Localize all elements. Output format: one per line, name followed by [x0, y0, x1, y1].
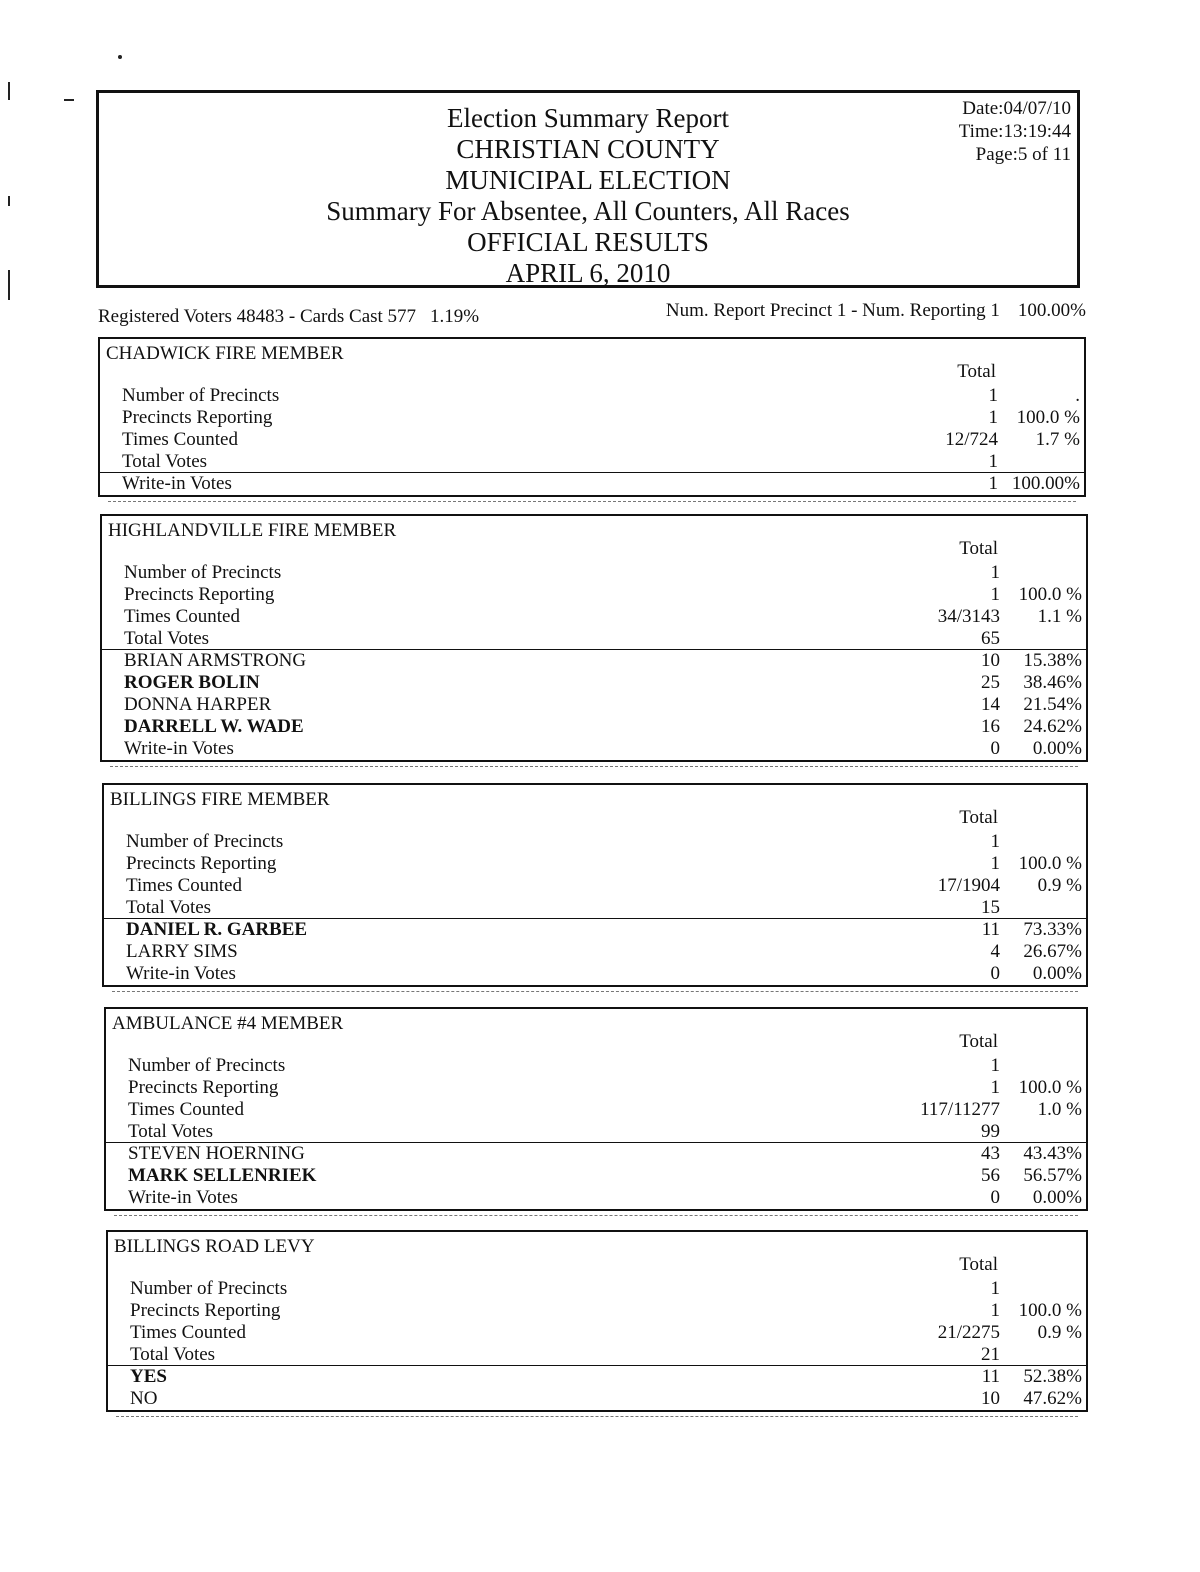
stat-row-value: 21/2275	[937, 1322, 1000, 1343]
candidate-row-label: DONNA HARPER	[124, 694, 272, 715]
candidate-row	[106, 1165, 1086, 1187]
stat-row-label: Times Counted	[128, 1099, 244, 1120]
stat-row-value: 12/724	[945, 429, 998, 450]
stat-row-percent: 100.0 %	[1018, 584, 1082, 605]
candidate-row-value: 10	[981, 650, 1000, 671]
candidate-row-value: 14	[981, 694, 1000, 715]
candidate-row-label: DARRELL W. WADE	[124, 716, 304, 737]
stat-row-label: Times Counted	[124, 606, 240, 627]
stat-row-percent: .	[1075, 385, 1080, 406]
candidate-row-label: DANIEL R. GARBEE	[126, 919, 308, 940]
candidate-row-value: 11	[981, 1366, 1000, 1387]
stat-row	[106, 1121, 1086, 1143]
candidate-row-label: Write-in Votes	[126, 963, 236, 984]
report-date: Date:04/07/10	[962, 98, 1071, 119]
stat-row	[106, 1099, 1086, 1121]
candidate-row	[104, 941, 1086, 963]
candidate-row-percent: 52.38%	[1023, 1366, 1082, 1387]
stat-row	[104, 831, 1086, 853]
election-date: APRIL 6, 2010	[505, 258, 671, 288]
stat-row-value: 1	[990, 584, 1000, 605]
report-header	[96, 90, 1080, 288]
stat-row-label: Times Counted	[122, 429, 238, 450]
candidate-row-percent: 0.00%	[1032, 1187, 1082, 1208]
race-title: AMBULANCE #4 MEMBER	[112, 1013, 344, 1034]
candidate-row-label: BRIAN ARMSTRONG	[124, 650, 307, 671]
race-title: HIGHLANDVILLE FIRE MEMBER	[108, 520, 397, 541]
stat-row	[106, 1077, 1086, 1099]
stat-row	[100, 451, 1084, 473]
candidate-row-percent: 100.00%	[1011, 473, 1080, 494]
stat-row-percent: 1.1 %	[1037, 606, 1082, 627]
stat-row-value: 17/1904	[937, 875, 1000, 896]
stat-row-label: Total Votes	[122, 451, 208, 472]
race-box	[98, 337, 1086, 497]
stat-row-value: 1	[988, 385, 998, 406]
stat-row	[100, 407, 1084, 429]
stat-row-label: Times Counted	[126, 875, 242, 896]
report-meta	[959, 97, 1071, 166]
registered-voters	[98, 306, 479, 328]
stat-row-label: Total Votes	[130, 1344, 216, 1365]
report-title: Election Summary Report	[447, 103, 729, 133]
scan-margin-mark	[8, 82, 10, 100]
candidate-row-value: 0	[990, 963, 1000, 984]
stat-row-percent: 100.0 %	[1018, 853, 1082, 874]
race-box	[104, 1007, 1088, 1211]
stat-row-value: 1	[990, 1055, 1000, 1076]
stat-row-label: Precincts Reporting	[124, 584, 275, 605]
stat-row-percent: 1.0 %	[1037, 1099, 1082, 1120]
stat-row-label: Precincts Reporting	[126, 853, 277, 874]
stat-row-percent: 100.0 %	[1018, 1077, 1082, 1098]
candidate-row-percent: 24.62%	[1023, 716, 1082, 737]
stat-row-value: 65	[981, 628, 1000, 649]
stat-row-value: 1	[988, 451, 998, 472]
summary-scope: Summary For Absentee, All Counters, All Races	[326, 196, 850, 226]
candidate-row	[108, 1366, 1086, 1388]
candidate-row-value: 0	[990, 1187, 1000, 1208]
candidate-row-percent: 0.00%	[1032, 963, 1082, 984]
candidate-row-percent: 0.00%	[1032, 738, 1082, 759]
stat-row-percent: 100.0 %	[1016, 407, 1080, 428]
stat-row-value: 21	[981, 1344, 1000, 1365]
race-box	[102, 783, 1088, 987]
stat-row	[102, 584, 1086, 606]
candidate-row-label: NO	[130, 1388, 158, 1409]
candidate-row-percent: 26.67%	[1023, 941, 1082, 962]
stat-row-value: 15	[981, 897, 1000, 918]
stat-row	[102, 628, 1086, 650]
candidate-row-label: Write-in Votes	[124, 738, 234, 759]
total-column-header: Total	[959, 538, 998, 559]
stat-row	[108, 1322, 1086, 1344]
candidate-row-percent: 43.43%	[1023, 1143, 1082, 1164]
candidate-row-label: ROGER BOLIN	[124, 672, 260, 693]
total-column-header: Total	[959, 807, 998, 828]
candidate-row	[104, 919, 1086, 941]
results-status: OFFICIAL RESULTS	[467, 227, 709, 257]
candidate-row	[102, 716, 1086, 738]
race-title: BILLINGS FIRE MEMBER	[110, 789, 330, 810]
race-box	[106, 1230, 1088, 1412]
stat-row-percent: 0.9 %	[1037, 1322, 1082, 1343]
turnout-summary	[98, 300, 1086, 327]
candidate-row	[108, 1388, 1086, 1410]
candidate-row-value: 10	[981, 1388, 1000, 1409]
stat-row-value: 1	[990, 562, 1000, 583]
scan-speck	[118, 55, 122, 59]
stat-row-value: 117/11277	[920, 1099, 1000, 1120]
registered-voters-text: Registered Voters 48483 - Cards Cast 577	[98, 306, 417, 327]
stat-row	[100, 429, 1084, 451]
stat-row-value: 1	[988, 407, 998, 428]
stat-row-label: Number of Precincts	[122, 385, 280, 406]
stat-row-label: Total Votes	[126, 897, 212, 918]
candidate-row	[102, 672, 1086, 694]
candidate-row	[106, 1187, 1086, 1209]
candidate-row-label: Write-in Votes	[128, 1187, 238, 1208]
total-column-header: Total	[959, 1254, 998, 1275]
candidate-row	[106, 1143, 1086, 1165]
candidate-row	[102, 650, 1086, 672]
stat-row-label: Precincts Reporting	[130, 1300, 281, 1321]
candidate-row-value: 56	[981, 1165, 1000, 1186]
candidate-row-label: YES	[130, 1366, 167, 1387]
stat-row	[104, 875, 1086, 897]
precincts-reporting-text: Num. Report Precinct 1 - Num. Reporting 1	[665, 300, 1000, 321]
stat-row-label: Number of Precincts	[124, 562, 282, 583]
candidate-row-label: LARRY SIMS	[126, 941, 238, 962]
candidate-row-value: 25	[981, 672, 1000, 693]
election-name: MUNICIPAL ELECTION	[445, 165, 731, 195]
turnout-percent: 1.19%	[430, 306, 480, 327]
stat-row-value: 1	[990, 831, 1000, 852]
stat-row-label: Times Counted	[130, 1322, 246, 1343]
total-column-header: Total	[959, 1031, 998, 1052]
candidate-row-percent: 38.46%	[1023, 672, 1082, 693]
stat-row-value: 1	[990, 1300, 1000, 1321]
stat-row-label: Total Votes	[124, 628, 210, 649]
candidate-row-label: Write-in Votes	[122, 473, 232, 494]
candidate-row-percent: 73.33%	[1023, 919, 1082, 940]
candidate-row-percent: 47.62%	[1023, 1388, 1082, 1409]
candidate-row-percent: 56.57%	[1023, 1165, 1082, 1186]
candidate-row	[104, 963, 1086, 985]
stat-row	[102, 562, 1086, 584]
stat-row-label: Precincts Reporting	[128, 1077, 279, 1098]
candidate-row-label: MARK SELLENRIEK	[128, 1165, 317, 1186]
stat-row	[108, 1300, 1086, 1322]
precincts-reporting-percent: 100.00%	[1017, 300, 1086, 321]
report-title-block	[99, 103, 1077, 289]
candidate-row-value: 16	[981, 716, 1000, 737]
candidate-row-percent: 15.38%	[1023, 650, 1082, 671]
stat-row-label: Number of Precincts	[126, 831, 284, 852]
race-title: CHADWICK FIRE MEMBER	[106, 343, 344, 364]
stat-row-label: Number of Precincts	[128, 1055, 286, 1076]
race-title: BILLINGS ROAD LEVY	[114, 1236, 315, 1257]
stat-row-value: 99	[981, 1121, 1000, 1142]
scan-margin-mark	[8, 196, 10, 206]
stat-row-percent: 0.9 %	[1037, 875, 1082, 896]
stat-row-value: 34/3143	[937, 606, 1000, 627]
stat-row	[108, 1344, 1086, 1366]
precincts-reporting-summary	[666, 300, 1086, 322]
stat-row-value: 1	[990, 853, 1000, 874]
stat-row	[100, 385, 1084, 407]
stat-row-percent: 1.7 %	[1035, 429, 1080, 450]
race-box	[100, 514, 1088, 762]
stat-row	[108, 1278, 1086, 1300]
candidate-row	[102, 738, 1086, 760]
stat-row	[102, 606, 1086, 628]
candidate-row-percent: 21.54%	[1023, 694, 1082, 715]
total-column-header: Total	[957, 361, 996, 382]
stat-row	[106, 1055, 1086, 1077]
county-name: CHRISTIAN COUNTY	[456, 134, 720, 164]
stat-row-label: Total Votes	[128, 1121, 214, 1142]
candidate-row	[100, 473, 1084, 495]
candidate-row-value: 11	[981, 919, 1000, 940]
candidate-row	[102, 694, 1086, 716]
candidate-row-value: 4	[990, 941, 1000, 962]
candidate-row-value: 0	[990, 738, 1000, 759]
candidate-row-value: 1	[988, 473, 998, 494]
stat-row	[104, 897, 1086, 919]
candidate-row-value: 43	[981, 1143, 1000, 1164]
scan-margin-mark	[64, 99, 74, 101]
stat-row	[104, 853, 1086, 875]
stat-row-percent: 100.0 %	[1018, 1300, 1082, 1321]
stat-row-label: Precincts Reporting	[122, 407, 273, 428]
report-time: Time:13:19:44	[958, 121, 1071, 142]
candidate-row-label: STEVEN HOERNING	[128, 1143, 305, 1164]
stat-row-value: 1	[990, 1278, 1000, 1299]
page-number: Page:5 of 11	[975, 144, 1071, 165]
stat-row-label: Number of Precincts	[130, 1278, 288, 1299]
scan-margin-mark	[8, 270, 10, 300]
stat-row-value: 1	[990, 1077, 1000, 1098]
